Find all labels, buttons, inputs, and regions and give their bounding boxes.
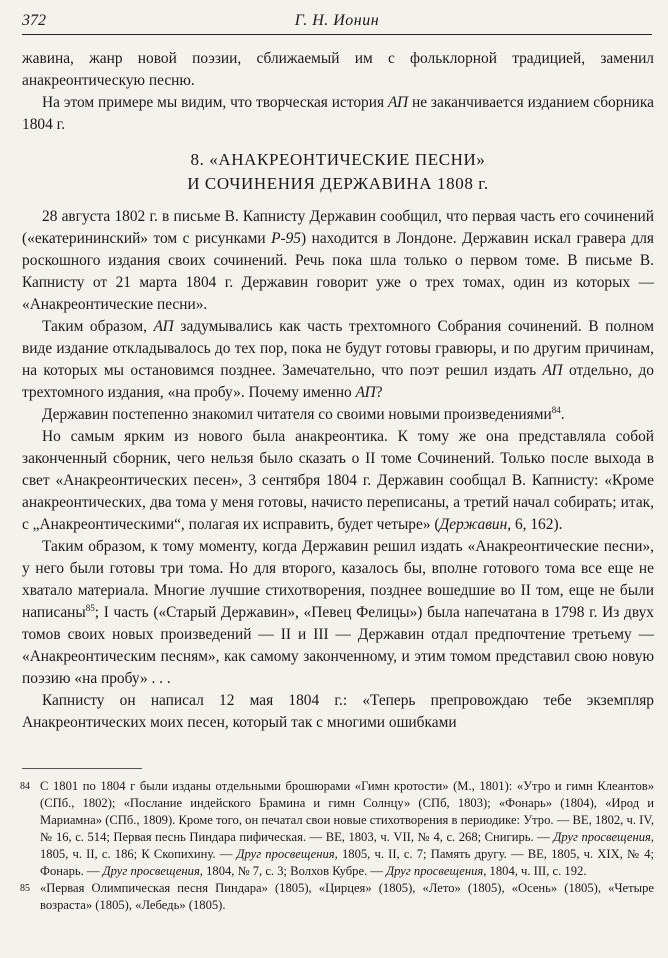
page-number: 372 bbox=[22, 12, 46, 29]
paragraph: Державин постепенно знакомил читателя со своими новыми произведениями$^{84}$. bbox=[42, 404, 565, 423]
paragraph: Капнисту он написал 12 мая 1804 г.: «Теперь препровождаю тебе экземпляр Анакреонтических моих песен, который так с многими ошибками bbox=[22, 692, 654, 731]
footnotes bbox=[20, 778, 655, 914]
footnote-mark: 84 bbox=[20, 781, 30, 792]
footnote-mark: 85 bbox=[20, 883, 30, 894]
footnote-84: 84 С 1801 по 1804 г были изданы отдельными брошюрами «Гимн кротости» (М., 1801): «Утро и гимн Клеантов» (СПб., 1802); «Послание индейского Брамина и гимн Солнцу» (СПб, 1803); «Фонарь» (1804), «Ирод и Мариамна» (СПб., 1809). Кроме того, он печатал свои новые стихотворения в периодике: Утро. — ВЕ, 1802, ч. IV, № 16, с. 514; Первая песнь Пиндара пифическая. — ВЕ, 1803, ч. VII, № 4, с. 268; Снигирь. — Друг просвещения, 1805, ч. II, с. 186; К Скопихину. — Друг просвещения, 1805, ч. II, с. 7; Память другу. — ВЕ, 1805, ч. XIX, № 4; Фонарь. — Друг просвещения, 1804, № 7, с. 3; Волхов Кубре. — Друг просвещения, 1804, ч. III, с. 192. bbox=[20, 779, 655, 878]
footnote-ref[interactable]: 85 bbox=[85, 602, 95, 613]
section-title-line: И СОЧИНЕНИЯ ДЕРЖАВИНА 1808 г. bbox=[187, 174, 489, 193]
main-text bbox=[22, 48, 654, 734]
footnote-ref[interactable]: 84 bbox=[551, 404, 561, 415]
paragraph: Таким образом, АП задумывались как часть трехтомного Собрания сочинений. В полном виде издание откладывалось до тех пор, пока не будут готовы гравюры, и по другим причинам, на которых мы остановимся позднее. Замечательно, что поэт решил издать АП отдельно, до трехтомного издания, «на пробу». Почему именно АП? bbox=[22, 318, 654, 401]
footnote-divider bbox=[22, 768, 142, 769]
section-title-line: 8. «АНАКРЕОНТИЧЕСКИЕ ПЕСНИ» bbox=[190, 150, 486, 169]
paragraph: На этом примере мы видим, что творческая история АП не заканчивается изданием сборника 1804 г. bbox=[22, 94, 654, 133]
footnote-85: 85 «Первая Олимпическая песня Пиндара» (1805), «Цирцея» (1805), «Лето» (1805), «Осень» (1805), «Четыре возраста» (1805), «Лебедь» (1805). bbox=[20, 881, 654, 912]
paragraph: жавина, жанр новой поэзии, сближаемый им с фольклорной традицией, заменил анакреонтическую песню. bbox=[22, 50, 654, 89]
paragraph: 28 августа 1802 г. в письме В. Капнисту Державин сообщил, что первая часть его сочинений («екатерининский» том с рисунками Р-95) находится в Лондоне. Державин искал гравера для роскошного издания своих сочинений. Речь пока шла только о первом томе. В письме В. Капнисту от 21 марта 1804 г. Державин говорит уже о трех томах, один из которых — «Анакреонтические песни». bbox=[22, 208, 654, 313]
page-header bbox=[22, 10, 652, 35]
paragraph: Но самым ярким из нового была анакреонтика. К тому же она представляла собой законченный сборник, чего нельзя было сказать о II томе Сочинений. Только после выхода в свет «Анакреонтических песен», 3 сентября 1804 г. Державин сообщал В. Капнисту: «Кроме анакреонтических, два тома у меня готовы, начисто переписаны, а третий начал собирать; итак, с „Анакреонтическими“, полагая их исправить, будет четыре» (Державин, 6, 162). bbox=[22, 428, 654, 533]
running-head: Г. Н. Ионин bbox=[294, 12, 380, 29]
paragraph: Таким образом, к тому моменту, когда Державин решил издать «Анакреонтические песни», у него были готовы три тома. Но для второго, казалось бы, вполне готового тома все еще не хватало материала. Многие лучшие стихотворения, позднее вошедшие во II том, еще не были написаны$^{85}$; I часть («Старый Державин», «Певец Фелицы») была напечатана в 1798 г. Из двух томов своих новых произведений — II и III — Державин отдал предпочтение третьему — «Анакреонтическим песням», как самому законченному, и этим томом представил свою новую поэзию «на пробу» . . . bbox=[22, 538, 654, 687]
section-title bbox=[22, 148, 654, 196]
